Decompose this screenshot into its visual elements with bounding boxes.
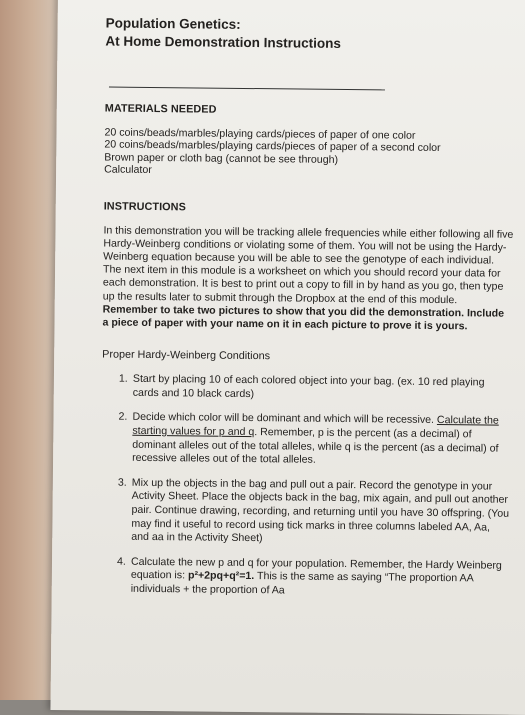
list-item — [102, 373, 512, 404]
materials-heading: MATERIALS NEEDED — [104, 102, 217, 116]
horizontal-rule — [109, 87, 385, 91]
step-text: Calculate the new p and q for your population. Remember, the Hardy Weinberg equation is: — [130, 555, 502, 582]
materials-list — [104, 126, 514, 180]
materials-item: Brown paper or cloth bag (cannot be see through) — [104, 151, 339, 166]
materials-item: 20 coins/beads/marbles/playing cards/pieces of paper of one color — [104, 126, 416, 142]
document-title-line1: Population Genetics: — [105, 15, 241, 32]
list-item — [100, 555, 510, 600]
list-item — [100, 476, 511, 548]
step-text: Decide which color will be dominant and which will be recessive. — [132, 411, 435, 427]
conditions-heading: Proper Hardy-Weinberg Conditions — [102, 348, 271, 363]
document-title-line2: At Home Demonstration Instructions — [105, 33, 342, 51]
step-text: Start by placing 10 of each colored object into your bag. (ex. 10 red playing cards and 10 black cards) — [132, 373, 485, 400]
step-text: This is the same as saying “The proportion AA individuals + the proportion of Aa — [130, 570, 474, 597]
conditions-steps — [100, 373, 512, 601]
instructions-intro: In this demonstration you will be tracking allele frequencies while either following all five Hardy-Weinberg conditions or violating some of them. You will not be using the Hardy-Weinberg equation because you will be able to see the genotype of each individual. The next item in this module is a worksheet on which you should record your data for each demonstration. It is best to print out a copy to fill in by hand as you go, then type up the results later to submit through the Dropbox at the end of this module. — [102, 224, 514, 306]
step-number: 4. — [116, 555, 126, 568]
instructions-heading: INSTRUCTIONS — [103, 200, 186, 213]
materials-item: Calculator — [104, 163, 152, 177]
materials-item: 20 coins/beads/marbles/playing cards/pieces of paper of a second color — [104, 138, 441, 155]
instructions-paragraph — [102, 224, 513, 334]
document-content — [100, 15, 516, 612]
list-item — [101, 411, 512, 470]
step-text: Mix up the objects in the bag and pull out a pair. Record the genotype in your Activity Sheet. Place the objects back in the bag, mix again, and pull out another pair. Continue drawing, recording, and returning until you have 30 offspring. (You may find it useful to record using tick marks in three columns labeled AA, Aa, and aa in the Activity Sheet) — [131, 476, 510, 545]
hardy-weinberg-equation: p²+2pq+q²=1. — [187, 569, 255, 583]
step-number: 2. — [118, 411, 128, 424]
step-text: . Remember, p is the percent (as a decimal) of dominant alleles out of the total alleles, while q is the percent (as a decimal) of recessive alleles out of the total alleles. — [132, 426, 499, 466]
document-page — [50, 0, 525, 715]
step-underlined-text: Calculate the starting values for p and q — [132, 414, 499, 439]
step-number: 3. — [117, 476, 127, 489]
instructions-bold-note: Remember to take two pictures to show that you did the demonstration. Include a piece of paper with your name on it in each picture to prove it is yours. — [102, 303, 505, 333]
step-number: 1. — [118, 372, 128, 386]
